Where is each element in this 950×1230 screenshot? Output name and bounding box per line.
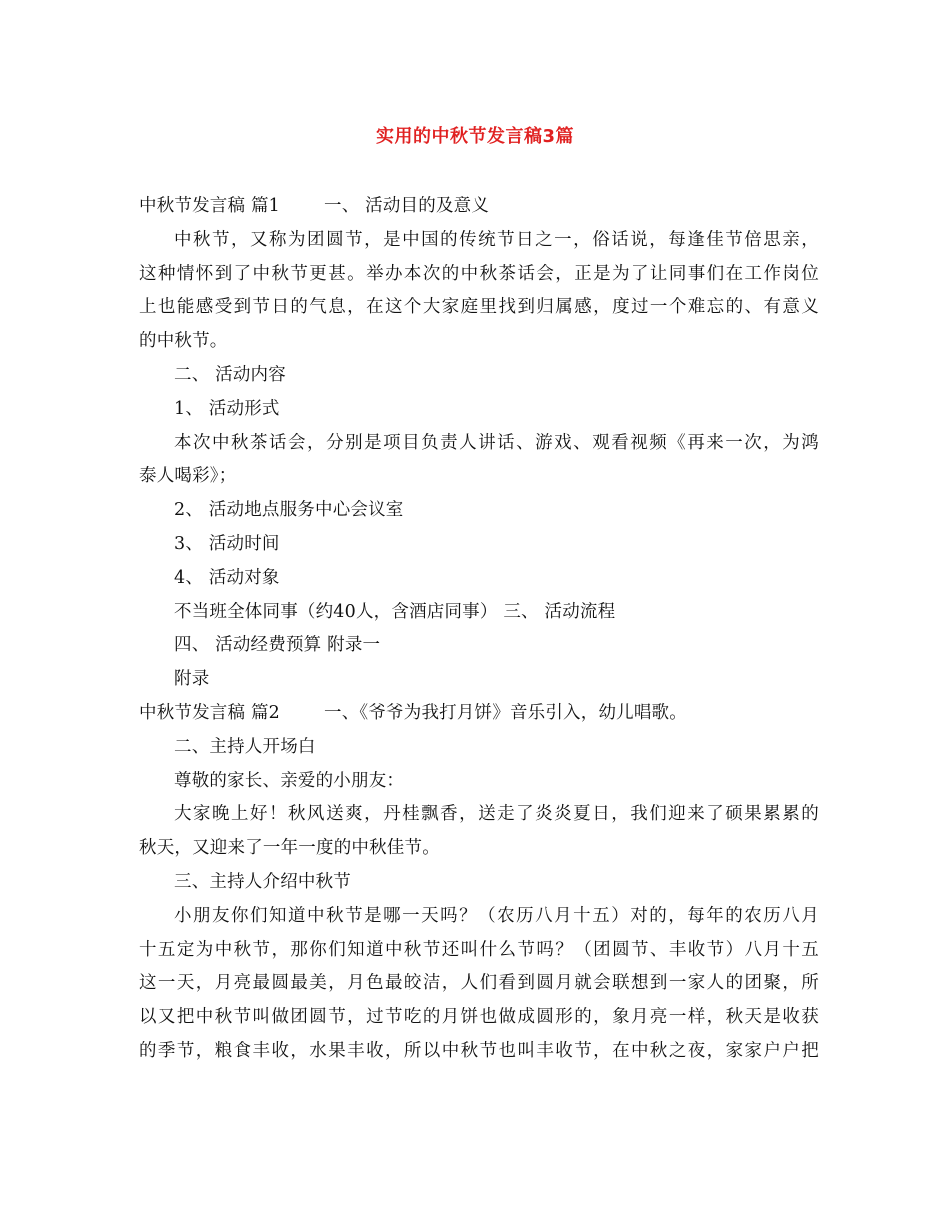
document-body — [139, 190, 819, 1069]
section-first-item: 一、《爷爷为我打月饼》音乐引入，幼儿唱歌。 — [324, 702, 687, 723]
paragraph-line: 中秋节，又称为团圆节，是中国的传统节日之一，俗话说，每逢佳节倍思亲， — [174, 229, 819, 250]
paragraph-line: 泰人喝彩》； — [139, 466, 237, 487]
section-heading-line — [139, 697, 819, 731]
item-line: 附录 — [174, 669, 210, 690]
item-line: 2、 活动地点服务中心会议室 — [174, 500, 404, 521]
heading-line: 二、 活动内容 — [174, 364, 286, 385]
paragraph-line: 秋天，又迎来了一年一度的中秋佳节。 — [139, 838, 440, 859]
paragraph-line: 尊敬的家长、亲爱的小朋友： — [174, 770, 405, 791]
section-label: 中秋节发言稿 篇1 — [139, 196, 280, 216]
item-line: 四、 活动经费预算 附录一 — [174, 635, 381, 656]
item-line: 1、 活动形式 — [174, 398, 280, 419]
paragraph-line: 上也能感受到节日的气息，在这个大家庭里找到归属感，度过一个难忘的、有意义 — [139, 297, 819, 318]
item-line: 3、 活动时间 — [174, 533, 280, 554]
paragraph-line: 的季节，粮食丰收，水果丰收，所以中秋节也叫丰收节，在中秋之夜，家家户户把 — [139, 1040, 819, 1061]
section-first-item: 一、 活动目的及意义 — [324, 196, 490, 216]
document-title: 实用的中秋节发言稿3篇 — [375, 126, 575, 147]
paragraph-line: 这种情怀到了中秋节更甚。举办本次的中秋茶话会，正是为了让同事们在工作岗位 — [139, 263, 819, 284]
item-line: 不当班全体同事（约40人，含酒店同事） 三、 活动流程 — [174, 601, 616, 622]
paragraph-line: 以又把中秋节叫做团圆节，过节吃的月饼也做成圆形的，象月亮一样，秋天是收获 — [139, 1007, 819, 1028]
item-line: 4、 活动对象 — [174, 567, 280, 588]
paragraph-line: 这一天，月亮最圆最美，月色最皎洁，人们看到圆月就会联想到一家人的团聚，所 — [139, 973, 819, 994]
paragraph-line: 十五定为中秋节，那你们知道中秋节还叫什么节吗？（团圆节、丰收节）八月十五 — [139, 939, 819, 960]
heading-line: 三、主持人介绍中秋节 — [174, 871, 351, 892]
paragraph-line: 的中秋节。 — [139, 331, 228, 352]
section-label: 中秋节发言稿 篇2 — [139, 702, 280, 723]
heading-line: 二、主持人开场白 — [174, 736, 316, 757]
paragraph-line: 本次中秋茶话会，分别是项目负责人讲话、游戏、观看视频《再来一次，为鸿 — [174, 432, 819, 453]
paragraph-line: 大家晚上好！秋风送爽，丹桂飘香，送走了炎炎夏日，我们迎来了硕果累累的 — [174, 804, 819, 825]
paragraph-line: 小朋友你们知道中秋节是哪一天吗？（农历八月十五）对的，每年的农历八月 — [174, 905, 819, 926]
section-heading-line — [139, 190, 819, 224]
